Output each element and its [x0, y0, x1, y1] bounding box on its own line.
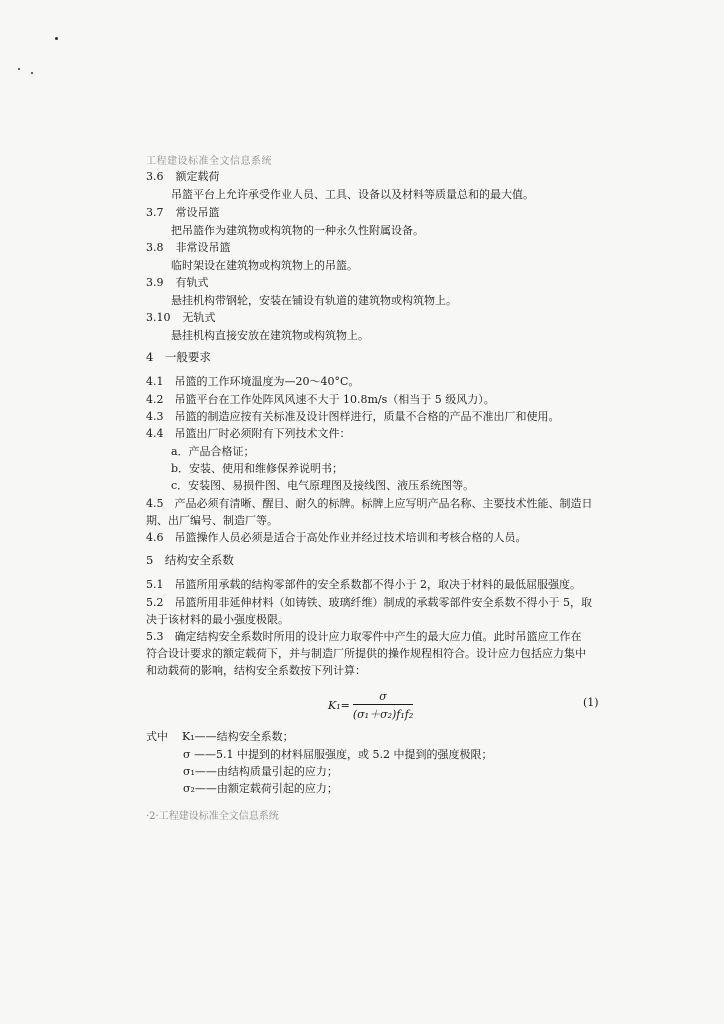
clause-number: 3.7 [146, 206, 164, 219]
clause-5-3-cont2: 和动载荷的影响，结构安全系数按下列计算： [146, 664, 366, 677]
clause-body: 临时架设在建筑物或构筑物上的吊篮。 [171, 259, 358, 272]
clause-4-1: 4.1 吊篮的工作环境温度为—20～40°C。 [146, 375, 360, 388]
where-k1: K₁——结构安全系数； [182, 730, 294, 743]
clause-body: 把吊篮作为建筑物或构筑物的一种永久性附属设备。 [171, 224, 424, 237]
equation-number: (1) [583, 696, 599, 709]
formula-numerator: σ [353, 690, 413, 705]
clause-title: 非常设吊篮 [175, 241, 231, 254]
clause-number: 3.6 [146, 170, 164, 183]
clause-number: 3.8 [146, 241, 164, 254]
clause-5-3-cont: 符合设计要求的额定载荷下，并与制造厂所提供的操作规程相符合。设计应力包括应力集中 [146, 647, 586, 660]
clause-body: 悬挂机构直接安放在建筑物或构筑物上。 [171, 329, 369, 342]
clause-title: 无轨式 [182, 311, 216, 324]
section-4-title: 4 一般要求 [146, 350, 211, 364]
clause-heading [146, 206, 220, 220]
where-sigma1: σ₁——由结构质量引起的应力； [183, 765, 338, 778]
list-item-b: b．安装、使用和维修保养说明书； [171, 462, 344, 475]
clause-number: 3.9 [146, 276, 164, 289]
clause-title: 额定载荷 [175, 170, 220, 183]
page-footer: ·2·工程建设标准全文信息系统 [146, 811, 279, 822]
clause-title: 常设吊篮 [175, 206, 220, 219]
clause-4-2: 4.2 吊篮平台在工作处阵风风速不大于 10.8m/s（相当于 5 级风力）。 [146, 393, 495, 406]
clause-4-4: 4.4 吊篮出厂时必须附有下列技术文件： [146, 427, 351, 440]
clause-heading [146, 276, 209, 290]
clause-4-3: 4.3 吊篮的制造应按有关标准及设计图样进行，质量不合格的产品不准出厂和使用。 [146, 410, 560, 423]
clause-5-2: 5.2 吊篮所用非延伸材料（如铸铁、玻璃纤维）制成的承载零部件安全系数不得小于 5，取 [146, 596, 592, 609]
scan-speck [55, 37, 58, 40]
list-item-a: a．产品合格证； [171, 445, 255, 458]
clause-number: 3.10 [146, 311, 171, 324]
clause-title: 有轨式 [175, 276, 209, 289]
formula-denominator: (σ₁＋σ₂)f₁f₂ [352, 708, 414, 721]
clause-body: 吊篮平台上允许承受作业人员、工具、设备以及材料等质量总和的最大值。 [171, 188, 534, 201]
where-sigma2: σ₂——由额定载荷引起的应力； [183, 782, 338, 795]
scan-speck [31, 72, 33, 74]
clause-5-1: 5.1 吊篮所用承载的结构零部件的安全系数都不得小于 2，取决于材料的最低屈服强度。 [146, 578, 581, 591]
where-sigma: σ ——5.1 中提到的材料屈服强度，或 5.2 中提到的强度极限； [183, 748, 493, 761]
clause-heading [146, 311, 216, 325]
clause-5-2-cont: 决于该材料的最小强度极限。 [146, 613, 289, 626]
where-lead: 式中 [146, 730, 168, 743]
list-item-c: c．安装图、易损件图、电气原理图及接线图、液压系统图等。 [171, 479, 475, 492]
clause-4-6: 4.6 吊篮操作人员必须是适合于高处作业并经过技术培训和考核合格的人员。 [146, 531, 527, 544]
where-lead-line [146, 730, 294, 744]
clause-heading [146, 170, 220, 184]
clause-body: 悬挂机构带钢轮，安装在铺设有轨道的建筑物或构筑物上。 [171, 294, 457, 307]
formula-fraction [353, 690, 413, 722]
clause-5-3: 5.3 确定结构安全系数时所用的设计应力取零件中产生的最大应力值。此时吊篮应工作在 [146, 630, 582, 643]
formula-lhs: K₁= [328, 699, 350, 712]
clause-heading [146, 241, 231, 255]
safety-factor-formula [328, 690, 413, 722]
clause-4-5: 4.5 产品必须有清晰、醒目、耐久的标牌。标牌上应写明产品名称、主要技术性能、制造日 [146, 497, 593, 510]
running-header: 工程建设标准全文信息系统 [146, 156, 272, 167]
scan-speck [18, 68, 20, 70]
clause-4-5-cont: 期、出厂编号、制造厂等。 [146, 514, 278, 527]
section-5-title: 5 结构安全系数 [146, 553, 234, 567]
